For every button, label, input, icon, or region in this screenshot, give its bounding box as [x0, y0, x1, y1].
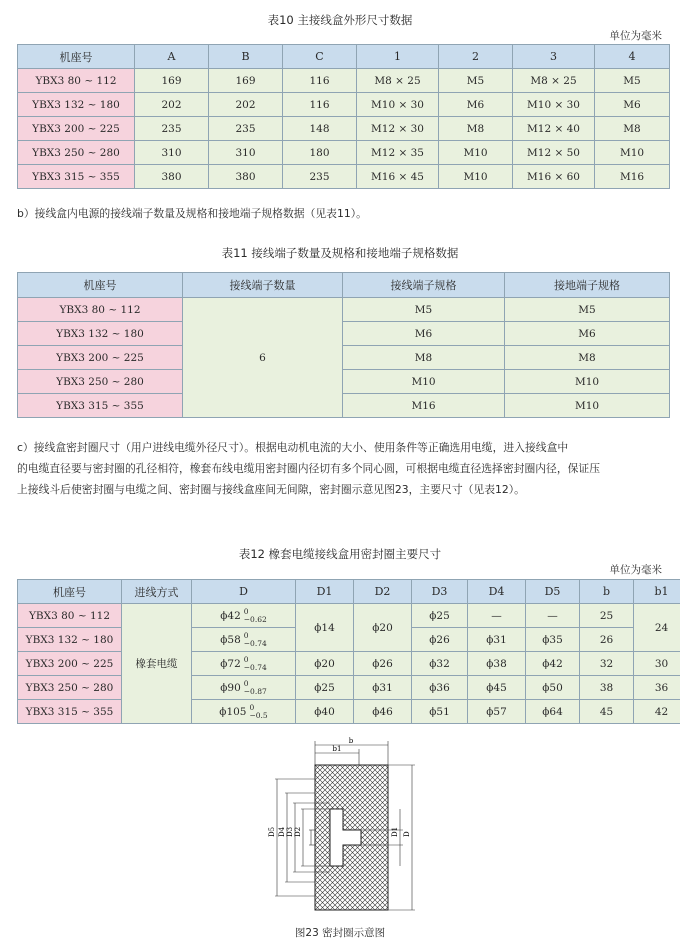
- table10-cell: 202: [135, 93, 209, 117]
- table11-cell: M5: [505, 298, 670, 322]
- label-d4: D4: [278, 826, 286, 837]
- table12-title: 表12 橡套电缆接线盒用密封圈主要尺寸: [238, 547, 442, 561]
- table12-cell: ϕ40: [296, 700, 354, 724]
- table10-header: 4: [595, 45, 670, 69]
- paragraph-c-line: 上接线斗后使密封圈与电缆之间、密封圈与接线盒座间无间隙，密封圈示意见图23，主要尺寸（见表12）。: [17, 483, 525, 496]
- table12-cell: ϕ57: [468, 700, 526, 724]
- paragraph-c-line: c）接线盒密封圈尺寸（用户进线电缆外径尺寸）。根据电动机电流的大小、使用条件等正确选用电缆，进入接线盒中: [17, 441, 569, 454]
- table10-cell: 116: [283, 93, 357, 117]
- label-d: D: [403, 831, 411, 837]
- table10-cell: M10: [595, 141, 670, 165]
- table10-cell: 202: [209, 93, 283, 117]
- tolerance-lower: −0.62: [243, 614, 267, 624]
- table10-header: A: [135, 45, 209, 69]
- table10-cell: M8: [439, 117, 513, 141]
- table10-cell: 310: [135, 141, 209, 165]
- table12: [17, 579, 680, 724]
- table12-d-cell: [192, 652, 296, 676]
- table-row: [18, 652, 680, 676]
- table12-cell: 25: [580, 604, 634, 628]
- table11-model: YBX3 132 ~ 180: [18, 322, 183, 346]
- table10-header: 机座号: [18, 45, 135, 69]
- table12-model: YBX3 80 ~ 112: [18, 604, 122, 628]
- tolerance: [244, 608, 267, 624]
- table11-header-row: [18, 273, 670, 298]
- table10-cell: M5: [439, 69, 513, 93]
- table12-cell: ϕ45: [468, 676, 526, 700]
- table-row: [18, 298, 670, 322]
- tolerance-lower: −0.5: [249, 710, 268, 720]
- table11-header: 机座号: [18, 273, 183, 298]
- table12-model: YBX3 132 ~ 180: [18, 628, 122, 652]
- table-row: [18, 117, 670, 141]
- table-row: [18, 700, 680, 724]
- table11-cell: M10: [343, 370, 505, 394]
- table12-d1-merged: ϕ14: [296, 604, 354, 652]
- table12-model: YBX3 200 ~ 225: [18, 652, 122, 676]
- table-row: [18, 604, 680, 628]
- table12-cell: ϕ31: [468, 628, 526, 652]
- table10-cell: M10 × 30: [357, 93, 439, 117]
- table12-cell: —: [468, 604, 526, 628]
- table10-cell: 380: [209, 165, 283, 189]
- tolerance: [244, 656, 267, 672]
- table10-model: YBX3 132 ~ 180: [18, 93, 135, 117]
- label-d3: D3: [286, 826, 294, 837]
- tolerance-upper: 0: [243, 630, 249, 640]
- table12-header: D3: [412, 580, 468, 604]
- table12-cell: ϕ64: [526, 700, 580, 724]
- table10-cell: 310: [209, 141, 283, 165]
- table11-cell: M8: [505, 346, 670, 370]
- table12-d-value: ϕ72: [220, 657, 241, 670]
- table10-cell: M12 × 30: [357, 117, 439, 141]
- table10-model: YBX3 250 ~ 280: [18, 141, 135, 165]
- table11-cell: M5: [343, 298, 505, 322]
- table12-cell: ϕ42: [526, 652, 580, 676]
- table12-cell: 36: [634, 676, 680, 700]
- table12-cell: ϕ26: [354, 652, 412, 676]
- table12-header: D2: [354, 580, 412, 604]
- table12-header: b1: [634, 580, 680, 604]
- table11-terminal-count: 6: [183, 298, 343, 418]
- label-d5: D5: [268, 826, 276, 837]
- table12-cell: ϕ36: [412, 676, 468, 700]
- table10-cell: M6: [595, 93, 670, 117]
- table10-cell: M8: [595, 117, 670, 141]
- table-row: [18, 322, 670, 346]
- table10-cell: M10: [439, 165, 513, 189]
- label-d2: D2: [294, 826, 302, 837]
- table-row: [18, 93, 670, 117]
- table12-d-value: ϕ105: [219, 705, 247, 718]
- table12-cell: 38: [580, 676, 634, 700]
- table12-d-cell: [192, 604, 296, 628]
- table10-cell: M16 × 60: [513, 165, 595, 189]
- table11-cell: M16: [343, 394, 505, 418]
- tolerance-lower: −0.74: [243, 662, 267, 672]
- table12-header: b: [580, 580, 634, 604]
- table11-model: YBX3 250 ~ 280: [18, 370, 183, 394]
- table12-cell: 32: [580, 652, 634, 676]
- table10: [17, 44, 670, 189]
- table11-title: 表11 接线端子数量及规格和接地端子规格数据: [221, 246, 459, 260]
- table12-unit: 单位为毫米: [609, 564, 662, 576]
- table11-cell: M6: [343, 322, 505, 346]
- table12-cell: 42: [634, 700, 680, 724]
- table11: [17, 272, 670, 418]
- table12-cell: ϕ20: [296, 652, 354, 676]
- table10-cell: M12 × 40: [513, 117, 595, 141]
- table10-title: 表10 主接线盒外形尺寸数据: [267, 13, 413, 27]
- table10-header: B: [209, 45, 283, 69]
- table10-cell: M5: [595, 69, 670, 93]
- table12-header: D4: [468, 580, 526, 604]
- tolerance: [244, 632, 267, 648]
- table10-cell: 235: [209, 117, 283, 141]
- table12-header-row: [18, 580, 680, 604]
- tolerance-upper: 0: [249, 702, 255, 712]
- table10-header-row: [18, 45, 670, 69]
- table12-entry-method: 橡套电缆: [122, 604, 192, 724]
- table-row: [18, 394, 670, 418]
- paragraph-c-line: 的电缆直径要与密封圈的孔径相符，橡套布线电缆用密封圈内径切有多个同心圆，可根据电缆直径选择密封圈内径，保证压: [17, 462, 601, 475]
- table10-unit: 单位为毫米: [609, 30, 662, 42]
- table-row: [18, 141, 670, 165]
- table11-header: 接线端子数量: [183, 273, 343, 298]
- table12-cell: ϕ26: [412, 628, 468, 652]
- table10-cell: 235: [283, 165, 357, 189]
- table10-cell: 116: [283, 69, 357, 93]
- table10-header: 1: [357, 45, 439, 69]
- seal-ring-diagram: [255, 735, 425, 920]
- paragraph-b: b）接线盒内电源的接线端子数量及规格和接地端子规格数据（见表11）。: [17, 207, 367, 220]
- table11-model: YBX3 315 ~ 355: [18, 394, 183, 418]
- table10-cell: 169: [135, 69, 209, 93]
- table10-cell: 148: [283, 117, 357, 141]
- table12-d2-merged: ϕ20: [354, 604, 412, 652]
- label-b1: b1: [332, 745, 342, 753]
- table-row: [18, 346, 670, 370]
- table10-model: YBX3 315 ~ 355: [18, 165, 135, 189]
- dimension-b: [315, 737, 388, 765]
- table10-cell: M8 × 25: [513, 69, 595, 93]
- table12-cell: ϕ25: [296, 676, 354, 700]
- table12-header: D5: [526, 580, 580, 604]
- table12-header: D: [192, 580, 296, 604]
- table10-cell: M10: [439, 141, 513, 165]
- table-row: [18, 69, 670, 93]
- table11-cell: M8: [343, 346, 505, 370]
- table12-d-value: ϕ58: [220, 633, 241, 646]
- table12-cell: ϕ50: [526, 676, 580, 700]
- tolerance-upper: 0: [243, 606, 249, 616]
- table10-header: C: [283, 45, 357, 69]
- table12-cell: ϕ46: [354, 700, 412, 724]
- table10-cell: M10 × 30: [513, 93, 595, 117]
- table11-cell: M6: [505, 322, 670, 346]
- table10-cell: M12 × 50: [513, 141, 595, 165]
- table12-d-cell: [192, 628, 296, 652]
- table12-cell: ϕ31: [354, 676, 412, 700]
- paragraph-c: [17, 437, 667, 500]
- table11-cell: M10: [505, 394, 670, 418]
- table10-cell: M8 × 25: [357, 69, 439, 93]
- table12-cell: 26: [580, 628, 634, 652]
- table12-cell: ϕ51: [412, 700, 468, 724]
- table-row: [18, 676, 680, 700]
- table12-cell: ϕ35: [526, 628, 580, 652]
- table12-b1-merged: 24: [634, 604, 680, 652]
- table10-cell: 235: [135, 117, 209, 141]
- tolerance: [249, 704, 267, 720]
- table10-header: 2: [439, 45, 513, 69]
- dimension-b1: [315, 745, 359, 765]
- table10-cell: 169: [209, 69, 283, 93]
- table12-cell: ϕ32: [412, 652, 468, 676]
- table12-cell: —: [526, 604, 580, 628]
- table12-cell: 30: [634, 652, 680, 676]
- table10-model: YBX3 200 ~ 225: [18, 117, 135, 141]
- table12-d-cell: [192, 700, 296, 724]
- table11-cell: M10: [505, 370, 670, 394]
- label-b: b: [348, 737, 354, 745]
- table10-cell: M16 × 45: [357, 165, 439, 189]
- table12-cell: ϕ38: [468, 652, 526, 676]
- table12-header: 机座号: [18, 580, 122, 604]
- table11-header: 接线端子规格: [343, 273, 505, 298]
- table10-model: YBX3 80 ~ 112: [18, 69, 135, 93]
- tolerance-upper: 0: [243, 678, 249, 688]
- table-row: [18, 370, 670, 394]
- table12-model: YBX3 250 ~ 280: [18, 676, 122, 700]
- tolerance-upper: 0: [243, 654, 249, 664]
- table10-cell: M16: [595, 165, 670, 189]
- table12-header: D1: [296, 580, 354, 604]
- tolerance: [244, 680, 267, 696]
- tolerance-lower: −0.74: [243, 638, 267, 648]
- table11-model: YBX3 80 ~ 112: [18, 298, 183, 322]
- table11-header: 接地端子规格: [505, 273, 670, 298]
- table10-cell: 380: [135, 165, 209, 189]
- seal-body: [315, 765, 388, 910]
- table12-d-cell: [192, 676, 296, 700]
- table10-header: 3: [513, 45, 595, 69]
- table10-cell: M6: [439, 93, 513, 117]
- table12-d-value: ϕ90: [220, 681, 241, 694]
- table12-cell: 45: [580, 700, 634, 724]
- table12-header: 进线方式: [122, 580, 192, 604]
- table10-cell: M12 × 35: [357, 141, 439, 165]
- table-row: [18, 165, 670, 189]
- label-d1: D1: [391, 826, 399, 837]
- tolerance-lower: −0.87: [243, 686, 267, 696]
- table12-d-value: ϕ42: [220, 609, 241, 622]
- table12-cell: ϕ25: [412, 604, 468, 628]
- table11-model: YBX3 200 ~ 225: [18, 346, 183, 370]
- table12-model: YBX3 315 ~ 355: [18, 700, 122, 724]
- figure-caption: 图23 密封圈示意图: [294, 927, 386, 939]
- table10-cell: 180: [283, 141, 357, 165]
